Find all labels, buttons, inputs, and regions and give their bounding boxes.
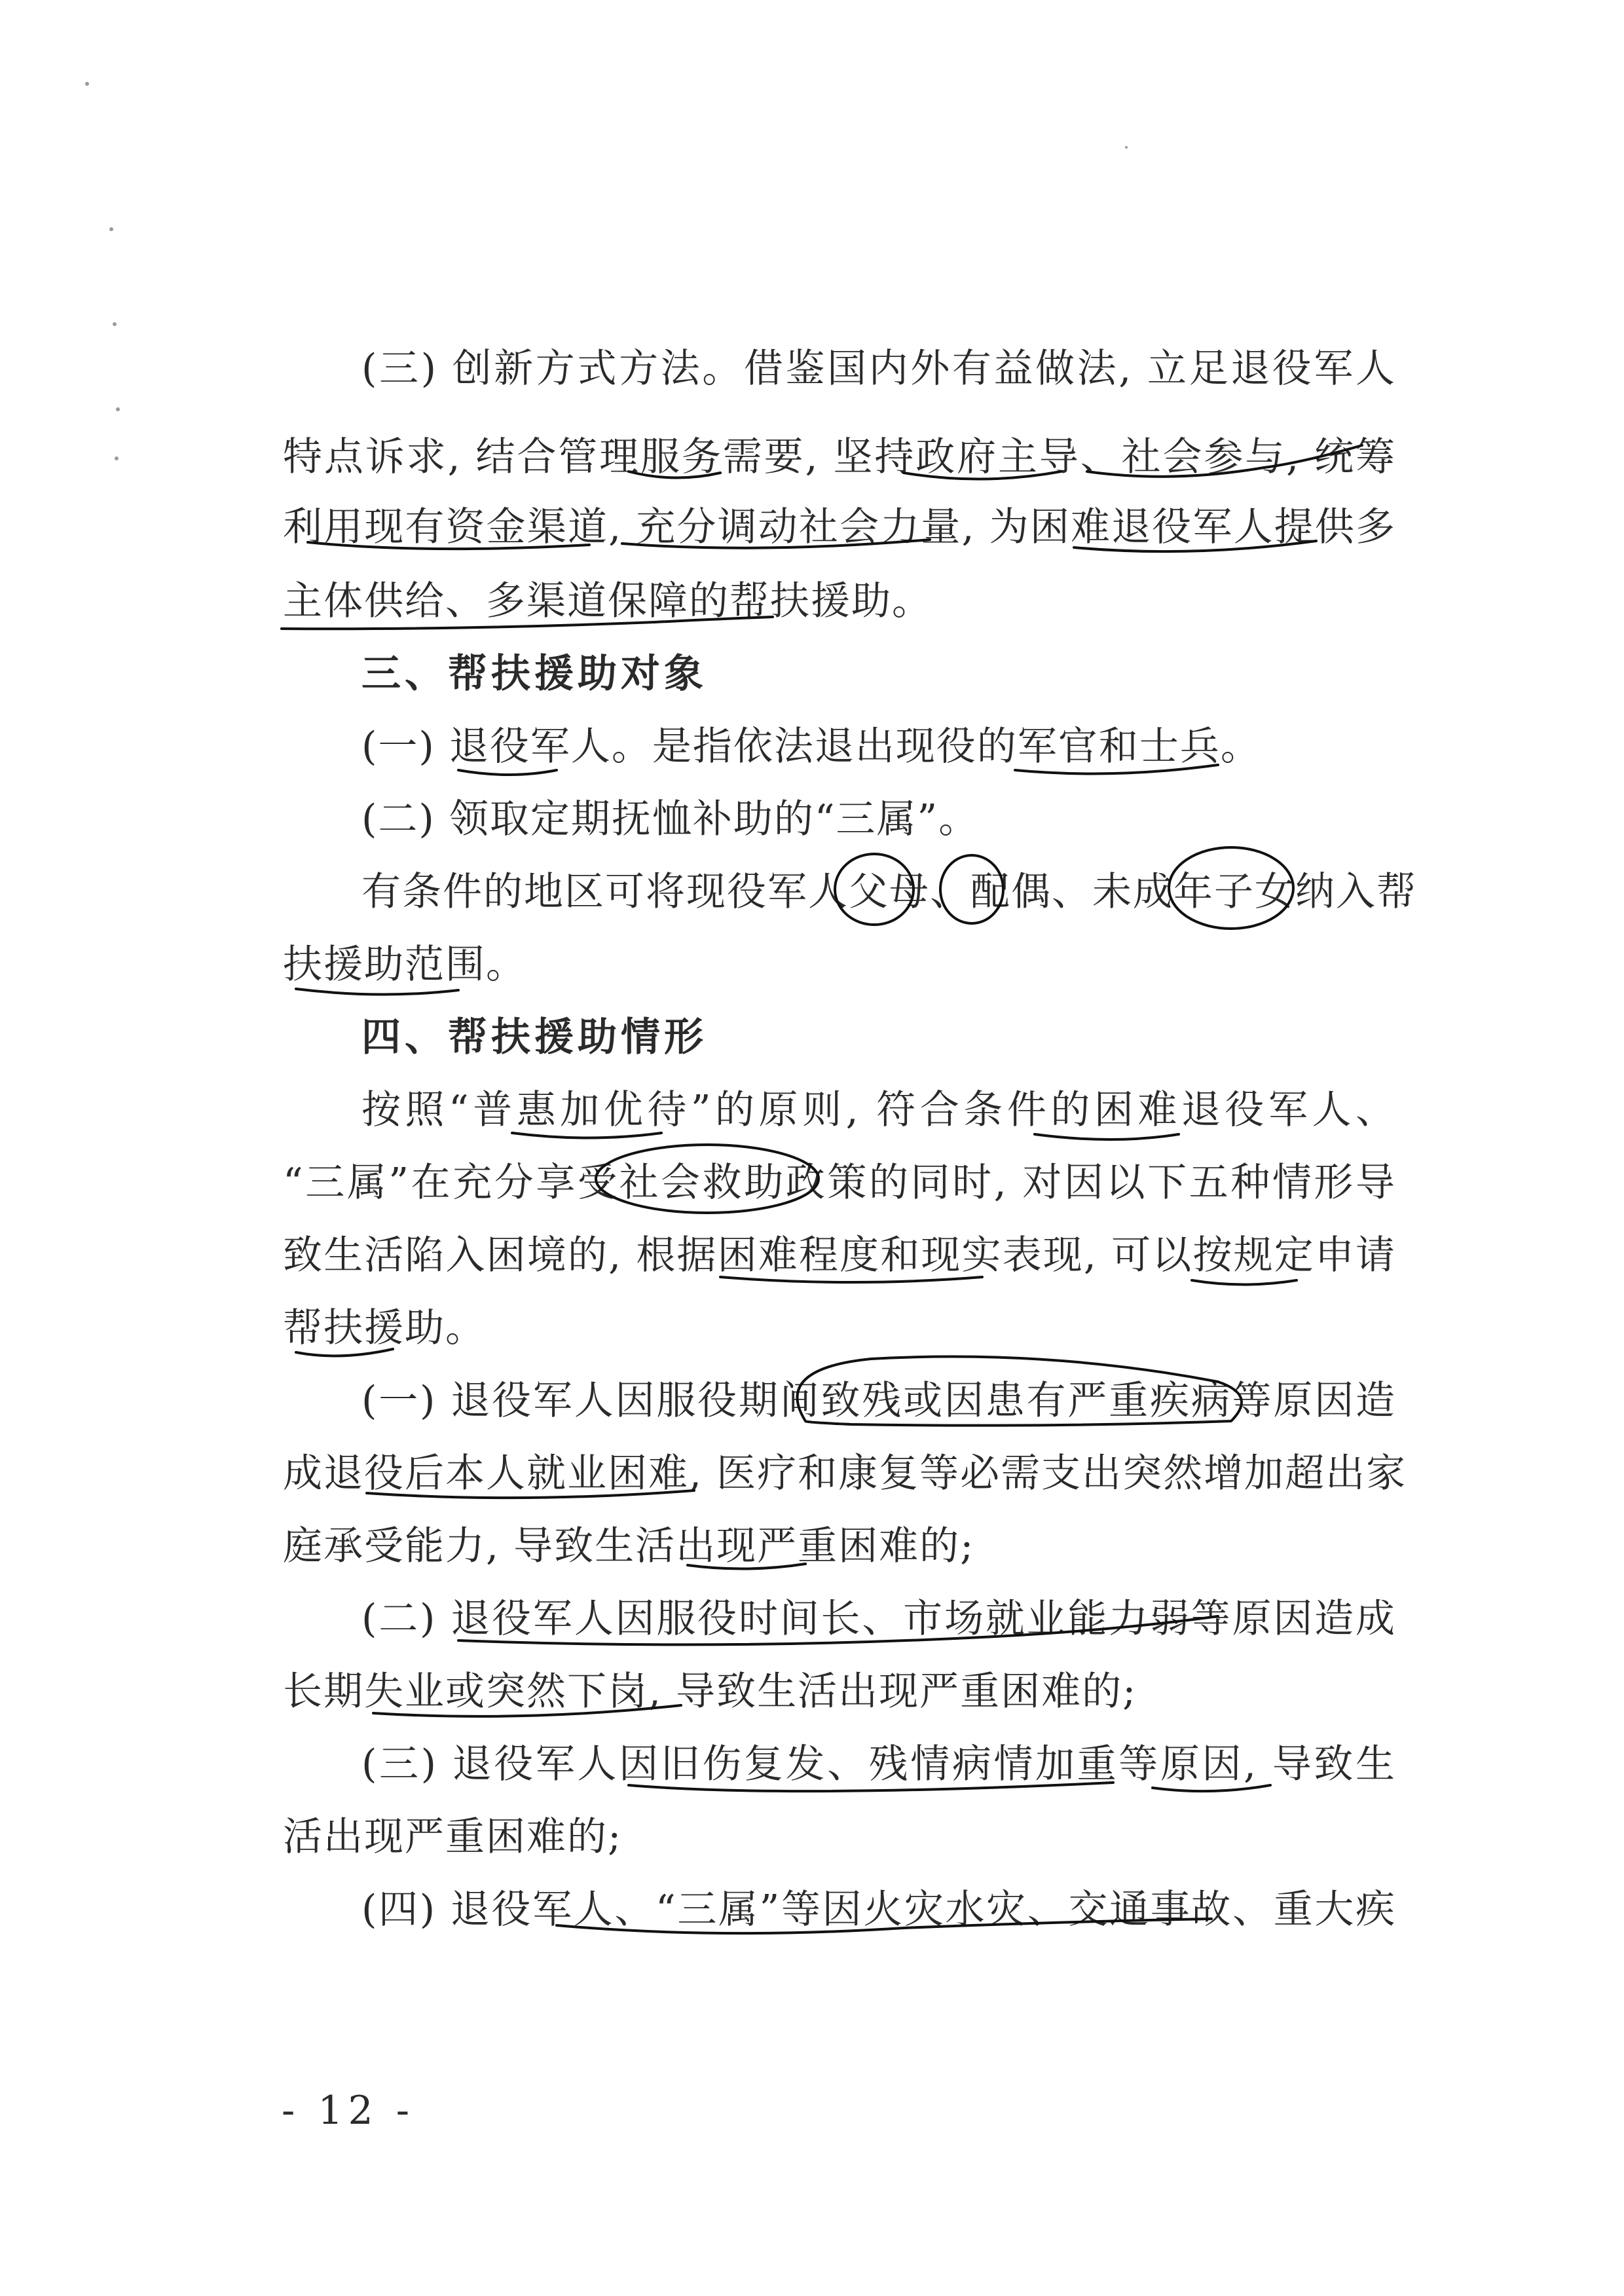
item-3-2: (二) 领取定期抚恤补助的“三属”。	[361, 796, 980, 842]
item-4-1-line-3: 庭承受能力, 导致生活出现严重困难的;	[283, 1523, 975, 1569]
paragraph-3-3-line-1: (三) 创新方式方法。借鉴国内外有益做法, 立足退役军人	[361, 346, 1396, 392]
item-4-4-line-1: (四) 退役军人、“三属”等因火灾水灾、交通事故、重大疾	[361, 1887, 1396, 1933]
paragraph-4-line-1: 按照“普惠加优待”的原则, 符合条件的困难退役军人、	[361, 1087, 1396, 1133]
speck	[113, 322, 117, 326]
item-4-2-line-2: 长期失业或突然下岗, 导致生活出现严重困难的;	[283, 1669, 1137, 1714]
paragraph-4-line-2: “三属”在充分享受社会救助政策的同时, 对因以下五种情形导	[283, 1160, 1396, 1206]
paragraph-scope-line-2: 扶援助范围。	[283, 942, 526, 988]
item-4-1-line-1: (一) 退役军人因服役期间致残或因患有严重疾病等原因造	[361, 1378, 1396, 1424]
paragraph-scope-line-1: 有条件的地区可将现役军人父母、配偶、未成年子女纳入帮	[361, 869, 1417, 915]
speck	[85, 82, 89, 86]
underline-anguiding	[1192, 1280, 1297, 1285]
item-4-3-line-1: (三) 退役军人因旧伤复发、残情病情加重等原因, 导致生	[361, 1741, 1396, 1787]
item-3-1: (一) 退役军人。是指依法退出现役的军官和士兵。	[361, 724, 1261, 769]
item-4-3-line-2: 活出现严重困难的;	[283, 1814, 623, 1860]
speck	[116, 407, 120, 411]
paragraph-3-3-line-3: 利用现有资金渠道, 充分调动社会力量, 为困难退役军人提供多	[283, 504, 1396, 550]
underline-tuiyi	[458, 770, 557, 775]
section-heading-3: 三、帮扶援助对象	[361, 651, 707, 697]
paragraph-3-3-line-2: 特点诉求, 结合管理服务需要, 坚持政府主导、社会参与, 统筹	[283, 434, 1396, 480]
speck	[115, 456, 119, 460]
underline-fanwei	[296, 989, 458, 995]
section-heading-4: 四、帮扶援助情形	[361, 1014, 707, 1060]
item-4-1-line-2: 成退役后本人就业困难, 医疗和康复等必需支出突然增加超出家	[283, 1451, 1407, 1496]
paragraph-4-line-3: 致生活陷入困境的, 根据困难程度和现实表现, 可以按规定申请	[283, 1232, 1396, 1278]
paragraph-3-3-line-4: 主体供给、多渠道保障的帮扶援助。	[283, 578, 932, 624]
speck	[1125, 146, 1128, 149]
paragraph-4-line-4: 帮扶援助。	[283, 1305, 486, 1351]
item-4-2-line-1: (二) 退役军人因服役时间长、市场就业能力弱等原因造成	[361, 1596, 1396, 1642]
underline-tuiyi-2	[1035, 1134, 1179, 1139]
page-number: - 12 -	[282, 2088, 415, 2134]
underline-youdai	[512, 1133, 661, 1138]
speck	[109, 227, 113, 231]
